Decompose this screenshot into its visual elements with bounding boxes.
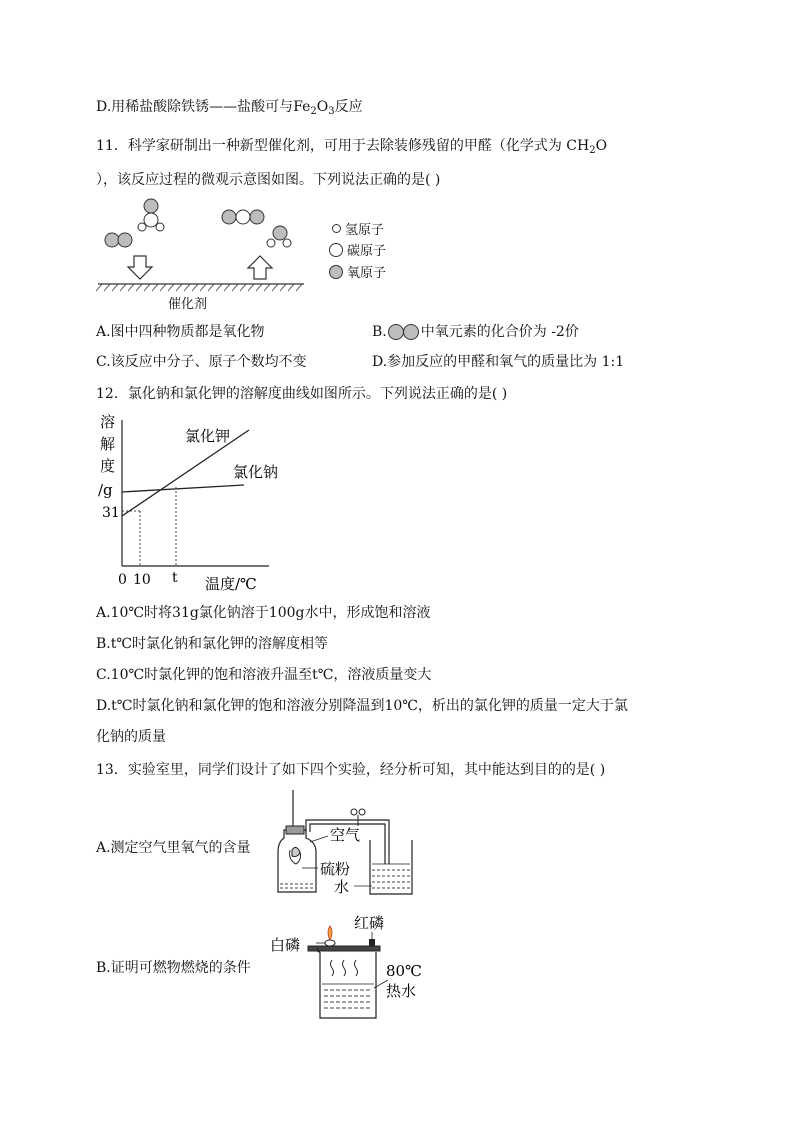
prev-option-d-text: D.用稀盐酸除铁锈——盐酸可与 [96,99,294,115]
subscript: 2 [589,145,596,156]
label-sulfur: 硫粉 [320,860,351,878]
clamp-icon [351,809,357,815]
nacl-curve [122,485,244,492]
legend-oxygen-label: 氧原子 [347,266,387,281]
q13-stem: 13．实验室里，同学们设计了如下四个实验，经分析可知，其中能达到目的的是( ) [96,762,606,778]
q11-stem-text: 11．科学家研制出一种新型催化剂，可用于去除装修残留的甲醛（化学式为 [96,138,567,154]
x-tick-t: t [172,570,178,586]
label-red-phosphorus: 红磷 [354,914,385,932]
combustion-apparatus [268,910,428,1022]
flame-icon [328,926,332,940]
y-label-char: 溶 [100,413,116,431]
x-tick-10: 10 [133,572,151,588]
legend-hydrogen-label: 氢原子 [345,223,385,238]
carbon-atom-icon [329,243,343,257]
white-phosphorus [325,940,335,946]
catalyst-label: 催化剂 [168,297,208,312]
oxygen-molecule-icon [387,323,421,341]
q12-option-c[interactable]: C.10℃时氯化钾的饱和溶液升温至t℃，溶液质量变大 [96,667,432,683]
subscript: 3 [328,106,335,117]
oxygen-atom [105,233,119,247]
q11-stem-line2: ），该反应过程的微观示意图如图。下列说法正确的是( ) [96,172,441,188]
prev-option-d [96,97,363,122]
q11-option-a[interactable]: A.图中四种物质都是氧化物 [96,324,265,340]
q11-option-b[interactable] [372,322,579,342]
hydrogen-atom [283,239,291,247]
hydrogen-atom-icon [332,224,341,233]
legend-hydrogen [332,219,384,238]
carbon-atom [236,210,250,224]
label-air: 空气 [330,826,361,844]
oxygen-atom-icon [329,265,343,279]
solubility-chart-svg [94,410,294,594]
q13-a-apparatus [272,790,432,900]
q11-option-b-prefix: B. [372,324,387,340]
hydrogen-atom [156,223,164,231]
label-temperature: 80℃ [386,962,422,980]
q11-option-c[interactable]: C.该反应中分子、原子个数均不变 [96,354,307,370]
formula-o: O [595,138,608,154]
prev-option-d-tail: 反应 [334,99,363,115]
beaker [370,840,412,894]
y-tick-31: 31 [102,505,120,521]
legend-oxygen [329,262,386,281]
oxygen-atom [273,226,287,240]
oxygen-measure-apparatus [272,790,432,900]
stopper [286,826,304,834]
hydrogen-atom [138,223,146,231]
label-hot-water: 热水 [386,982,417,1000]
q11-option-d[interactable]: D.参加反应的甲醛和氧气的质量比为 1:1 [372,354,625,370]
solubility-chart [94,410,294,594]
legend-carbon-label: 碳原子 [347,244,387,259]
oxygen-atom [250,210,264,224]
label-water: 水 [334,878,350,896]
q13-b-apparatus [268,910,428,1022]
label-kcl: 氯化钾 [185,427,231,445]
y-label-char: 度 [100,457,116,475]
oxygen-atom [222,210,236,224]
formula-o: O [316,99,329,115]
x-axis-label: 温度/℃ [205,575,257,593]
subscript: 2 [310,106,317,117]
label-nacl: 氯化钠 [233,463,279,481]
red-phosphorus [369,939,375,946]
formula-fe: Fe [293,99,311,115]
q12-option-a[interactable]: A.10℃时将31g氯化钠溶于100g水中，形成饱和溶液 [96,605,431,621]
q11-reaction-diagram [96,196,406,312]
arrow-up-icon [248,256,272,279]
copper-plate [308,946,380,951]
label-white-phosphorus: 白磷 [270,936,301,954]
x-tick-0: 0 [118,572,127,588]
formula-ch: CH [566,138,590,154]
oxygen-atom [118,233,132,247]
carbon-atom [144,213,158,227]
q11-option-b-text: 中氧元素的化合价为 -2价 [420,324,579,340]
q12-option-b[interactable]: B.t℃时氯化钠和氯化钾的溶解度相等 [96,636,329,652]
q11-stem-line1 [96,136,607,161]
q12-option-d-continued: 化钠的质量 [96,729,166,745]
arrow-down-icon [128,256,152,279]
y-label-char: /g [98,481,113,499]
q13-option-a[interactable]: A.测定空气里氧气的含量 [96,840,251,856]
y-label-char: 解 [100,435,116,453]
q13-option-b[interactable]: B.证明可燃物燃烧的条件 [96,960,251,976]
q12-stem: 12．氯化钠和氯化钾的溶解度曲线如图所示。下列说法正确的是( ) [96,386,508,402]
hydrogen-atom [267,239,275,247]
oxygen-atom [144,199,158,213]
surface-hatching [96,284,302,291]
q12-option-d[interactable]: D.t℃时氯化钠和氯化钾的饱和溶液分别降温到10℃，析出的氯化钾的质量一定大于氯 [96,698,628,714]
legend-carbon [329,240,386,259]
